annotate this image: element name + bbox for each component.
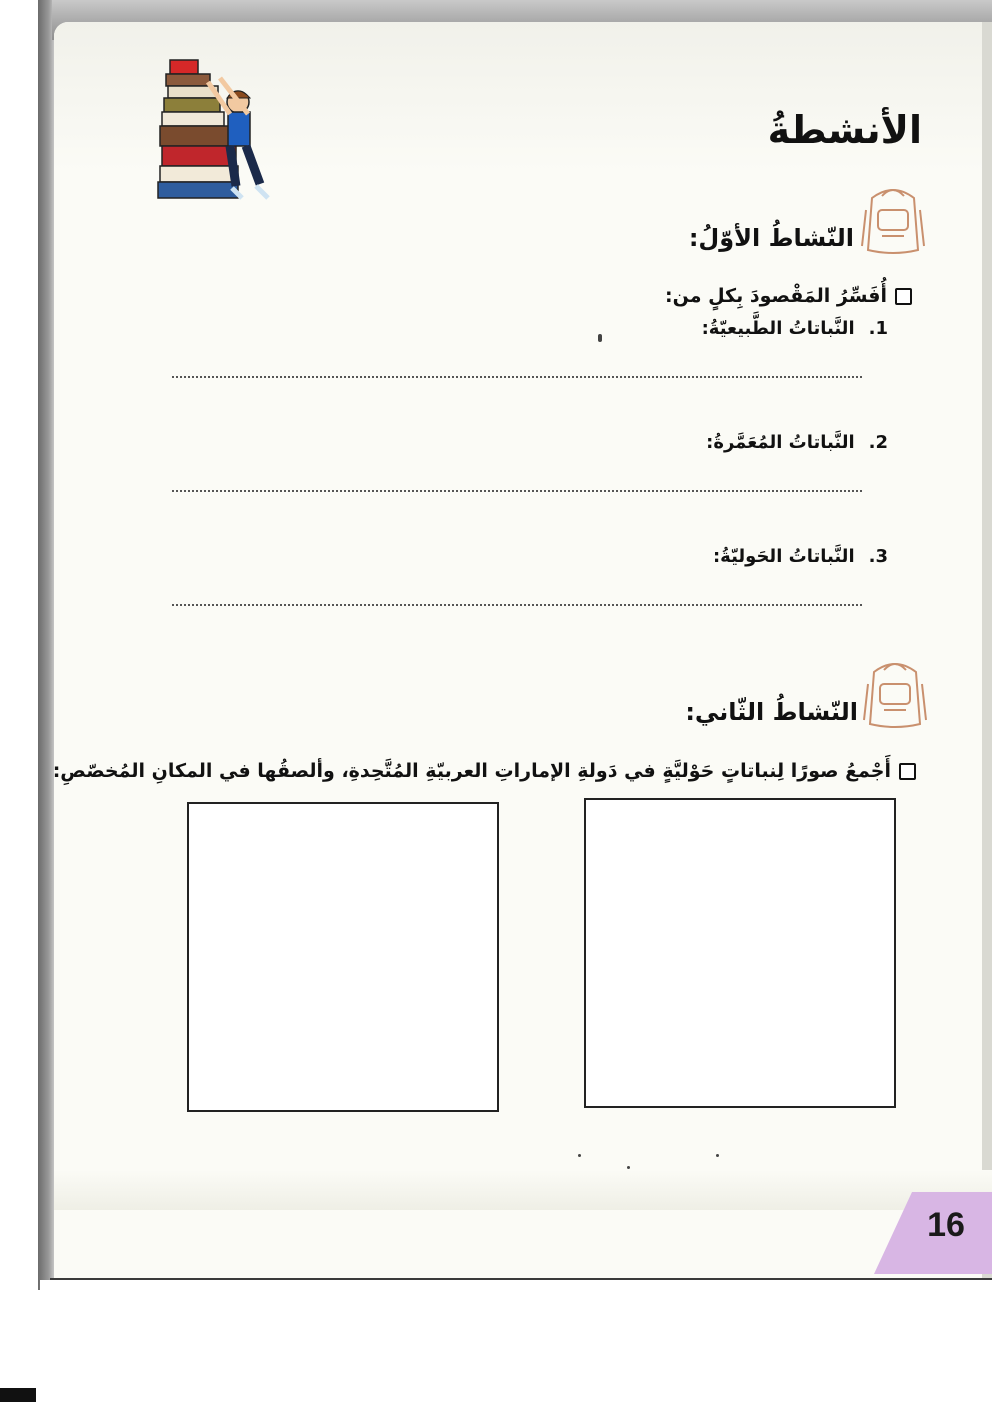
item-number: 1. (868, 318, 888, 339)
activity-one-title: النّشاطُ الأوّلُ: (688, 224, 854, 252)
scan-left-margin (0, 0, 40, 1402)
item-number: 3. (868, 546, 888, 567)
list-item (713, 546, 888, 567)
scan-speck (598, 334, 602, 342)
activity-two-title: النّشاطُ الثّاني: (685, 698, 858, 726)
school-backpack-icon (860, 654, 930, 730)
scan-corner-mark (0, 1388, 36, 1402)
item-number: 2. (868, 432, 888, 453)
page-title: الأنشطةُ (767, 108, 922, 152)
activity-two-instruction-text: أَجْمعُ صورًا لِنباتاتٍ حَوْليَّةٍ في دَولةِ الإماراتِ العربيّةِ المُتَّحِدةِ، وألصقُها في المكانِ المُخصّصِ: (52, 760, 891, 782)
list-item (706, 432, 888, 453)
answer-line-3[interactable] (172, 604, 862, 606)
page-right-edge (982, 22, 992, 1280)
school-backpack-icon (858, 180, 928, 256)
scan-speck (578, 1154, 581, 1157)
item-label: النَّباتاتُ المُعَمَّرةُ: (706, 432, 855, 453)
photo-paste-box-right[interactable] (584, 798, 896, 1108)
page-number: 16 (927, 1206, 965, 1244)
answer-line-1[interactable] (172, 376, 862, 378)
item-label: النَّباتاتُ الطَّبيعيّةُ: (701, 318, 855, 339)
next-page-strip (40, 1280, 992, 1402)
child-climbing-books-icon (156, 54, 278, 206)
instruction-checkbox-icon (899, 763, 916, 780)
item-label: النَّباتاتُ الحَوليّةُ: (712, 546, 855, 567)
activity-two-instruction (53, 760, 916, 782)
page-footer-band (54, 1170, 992, 1210)
instruction-checkbox-icon (895, 288, 912, 305)
answer-line-2[interactable] (172, 490, 862, 492)
photo-paste-box-left[interactable] (187, 802, 499, 1112)
list-item (702, 318, 888, 339)
scan-speck (716, 1154, 719, 1157)
scan-speck (627, 1166, 630, 1169)
activity-one-instruction (665, 285, 912, 307)
activity-one-instruction-text: أُفَسِّرُ المَقْصودَ بِكلٍ من: (665, 285, 887, 307)
